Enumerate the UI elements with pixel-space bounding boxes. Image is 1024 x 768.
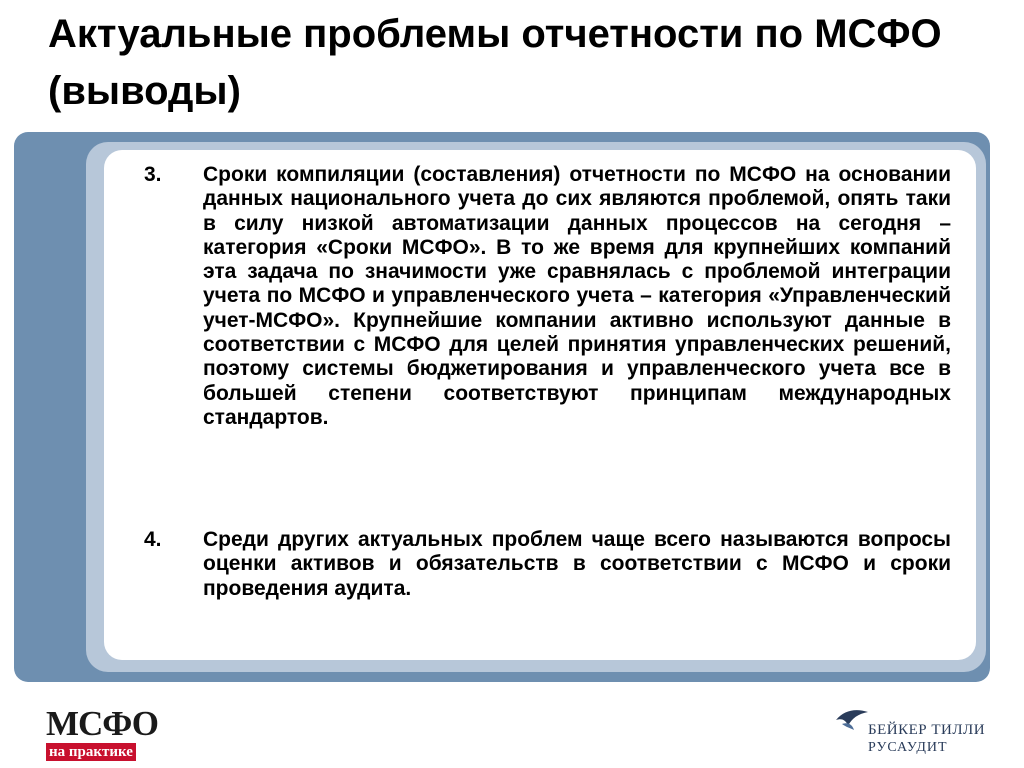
list-item-text: Среди других актуальных проблем чаще всего называются вопросы оценки активов и обязательств в соответствии с МСФО и сроки проведения аудита. <box>203 528 951 600</box>
slide-title: Актуальные проблемы отчетности по МСФО (выводы) <box>48 12 942 113</box>
content-panel <box>104 150 976 660</box>
list-item-number: 3. <box>144 163 162 186</box>
logo-left-line2: на практике <box>46 743 136 761</box>
logo-left-line1: МСФО <box>46 704 159 743</box>
baker-tilly-logo <box>834 706 1004 762</box>
list-item-number: 4. <box>144 528 162 551</box>
bird-logo-icon <box>834 706 870 736</box>
msfo-practice-logo <box>46 706 166 762</box>
logo-right-line2: РУСАУДИТ <box>868 740 948 755</box>
list-item-text: Сроки компиляции (составления) отчетности по МСФО на основании данных национального учета до сих являются проблемой, опять таки в силу низкой автоматизации данных процессов на сегодня – категория «Сроки МСФО». В то же время для крупнейших компаний эта задача по значимости уже сравнялась с проблемой интеграции учета по МСФО и управленческого учета – категория «Управленческий учет-МСФО». Крупнейшие компании активно используют данные в соответствии с МСФО для целей принятия управленческих решений, поэтому системы бюджетирования и управленческого учета все в большей степени соответствуют принципам международных стандартов. <box>203 163 951 429</box>
logo-right-line1: БЕЙКЕР ТИЛЛИ <box>868 722 986 738</box>
